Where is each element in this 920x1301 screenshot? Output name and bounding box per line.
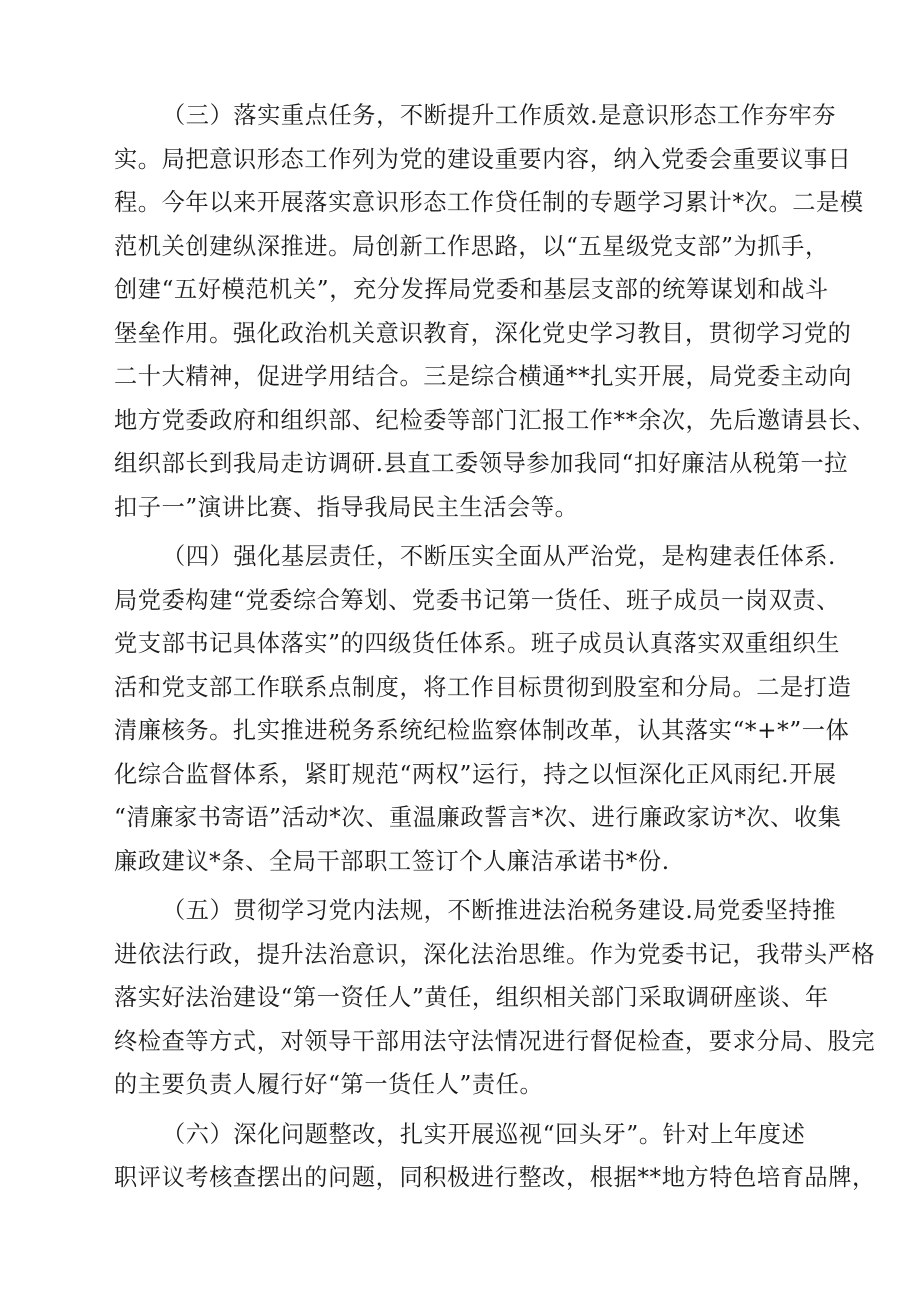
text-line: “清廉家书寄语”活动*次、重温廉政誓言*次、进行廉政家访*次、收集	[114, 804, 842, 831]
text-line: 职评议考核查摆出的问题，同积极进行整改，根据**地方特色培育品牌，	[114, 1164, 876, 1191]
text-line: （四）强化基层责任，不断压实全面从严治党，是构建表任体系.	[162, 543, 837, 570]
text-line: 活和党支部工作联系点制度，将工作目标贯彻到股室和分局。二是打造	[114, 673, 852, 701]
document-body	[114, 94, 876, 1200]
paragraph-6	[114, 1113, 876, 1200]
text-line: 清廉核务。扎实推进税务系统纪检监察体制改革，认其落实“*+*”一体	[114, 717, 850, 744]
text-line: （六）深化问题整改，扎实开展巡视“回头牙”。针对上年度述	[162, 1120, 806, 1148]
text-line: 实。局把意识形态工作列为党的建设重要内容，纳入党委会重要议事日	[114, 145, 852, 173]
text-line: 化综合监督体系，紧盯规范“两权”运行，持之以恒深化正风雨纪.开展	[114, 760, 837, 788]
text-line: 二十大精神，促进学用结合。三是综合横通**扎实开展，局党委主动向	[114, 363, 853, 390]
text-line: 创建“五好模范机关”，充分发挥局党委和基层支部的统筹谋划和战斗	[114, 276, 829, 303]
text-line: 堡垒作用。强化政治机关意识教育，深化党史学习教目，贯彻学习党的	[114, 319, 852, 347]
text-line: 范机关创建纵深推进。局创新工作思路，以“五星级党支部”为抓手，	[114, 232, 829, 260]
text-line: 的主要负责人履行好“第一货任人”责任。	[114, 1071, 544, 1098]
paragraph-4	[114, 535, 852, 883]
text-line: 扣子一”演讲比赛、指导我局民主生活会等。	[114, 493, 579, 521]
text-line: 程。今年以来开展落实意识形态工作贷任制的专题学习累计*次。二是模	[114, 189, 864, 216]
text-line: （五）贯彻学习党内法规，不断推进法治税务建设.局党委坚持推	[162, 897, 837, 924]
paragraph-5	[114, 889, 876, 1107]
text-line: 局党委构建“党委综合筹划、党委书记第一货任、班子成员一岗双责、	[114, 586, 841, 614]
paragraph-3	[114, 94, 876, 529]
text-line: 终检查等方式，对领导干部用法守法情况进行督促检查，要求分局、股完	[114, 1027, 876, 1055]
text-line: 组织部长到我局走访调研.县直工委领导参加我同“扣好廉洁从税第一拉	[114, 450, 849, 477]
text-line: 地方党委政府和组织部、纪检委等部门汇报工作**余次，先后邀请县长、	[114, 406, 876, 434]
text-line: 进依法行政，提升法治意识，深化法治思维。作为党委书记，我带头严格	[114, 940, 876, 968]
text-line: 党支部书记具体落实”的四级货任体系。班子成员认真落实双重组织生	[114, 630, 841, 657]
text-line: 廉政建议*条、全局干部职工签订个人廉洁承诺书*份.	[114, 847, 670, 875]
text-line: （三）落实重点任务，不断提升工作质效.是意识形态工作夯牢夯	[162, 102, 837, 129]
text-line: 落实好法治建设“第一资任人”黄任，组织相关部门采取调研座谈、年	[114, 984, 829, 1011]
